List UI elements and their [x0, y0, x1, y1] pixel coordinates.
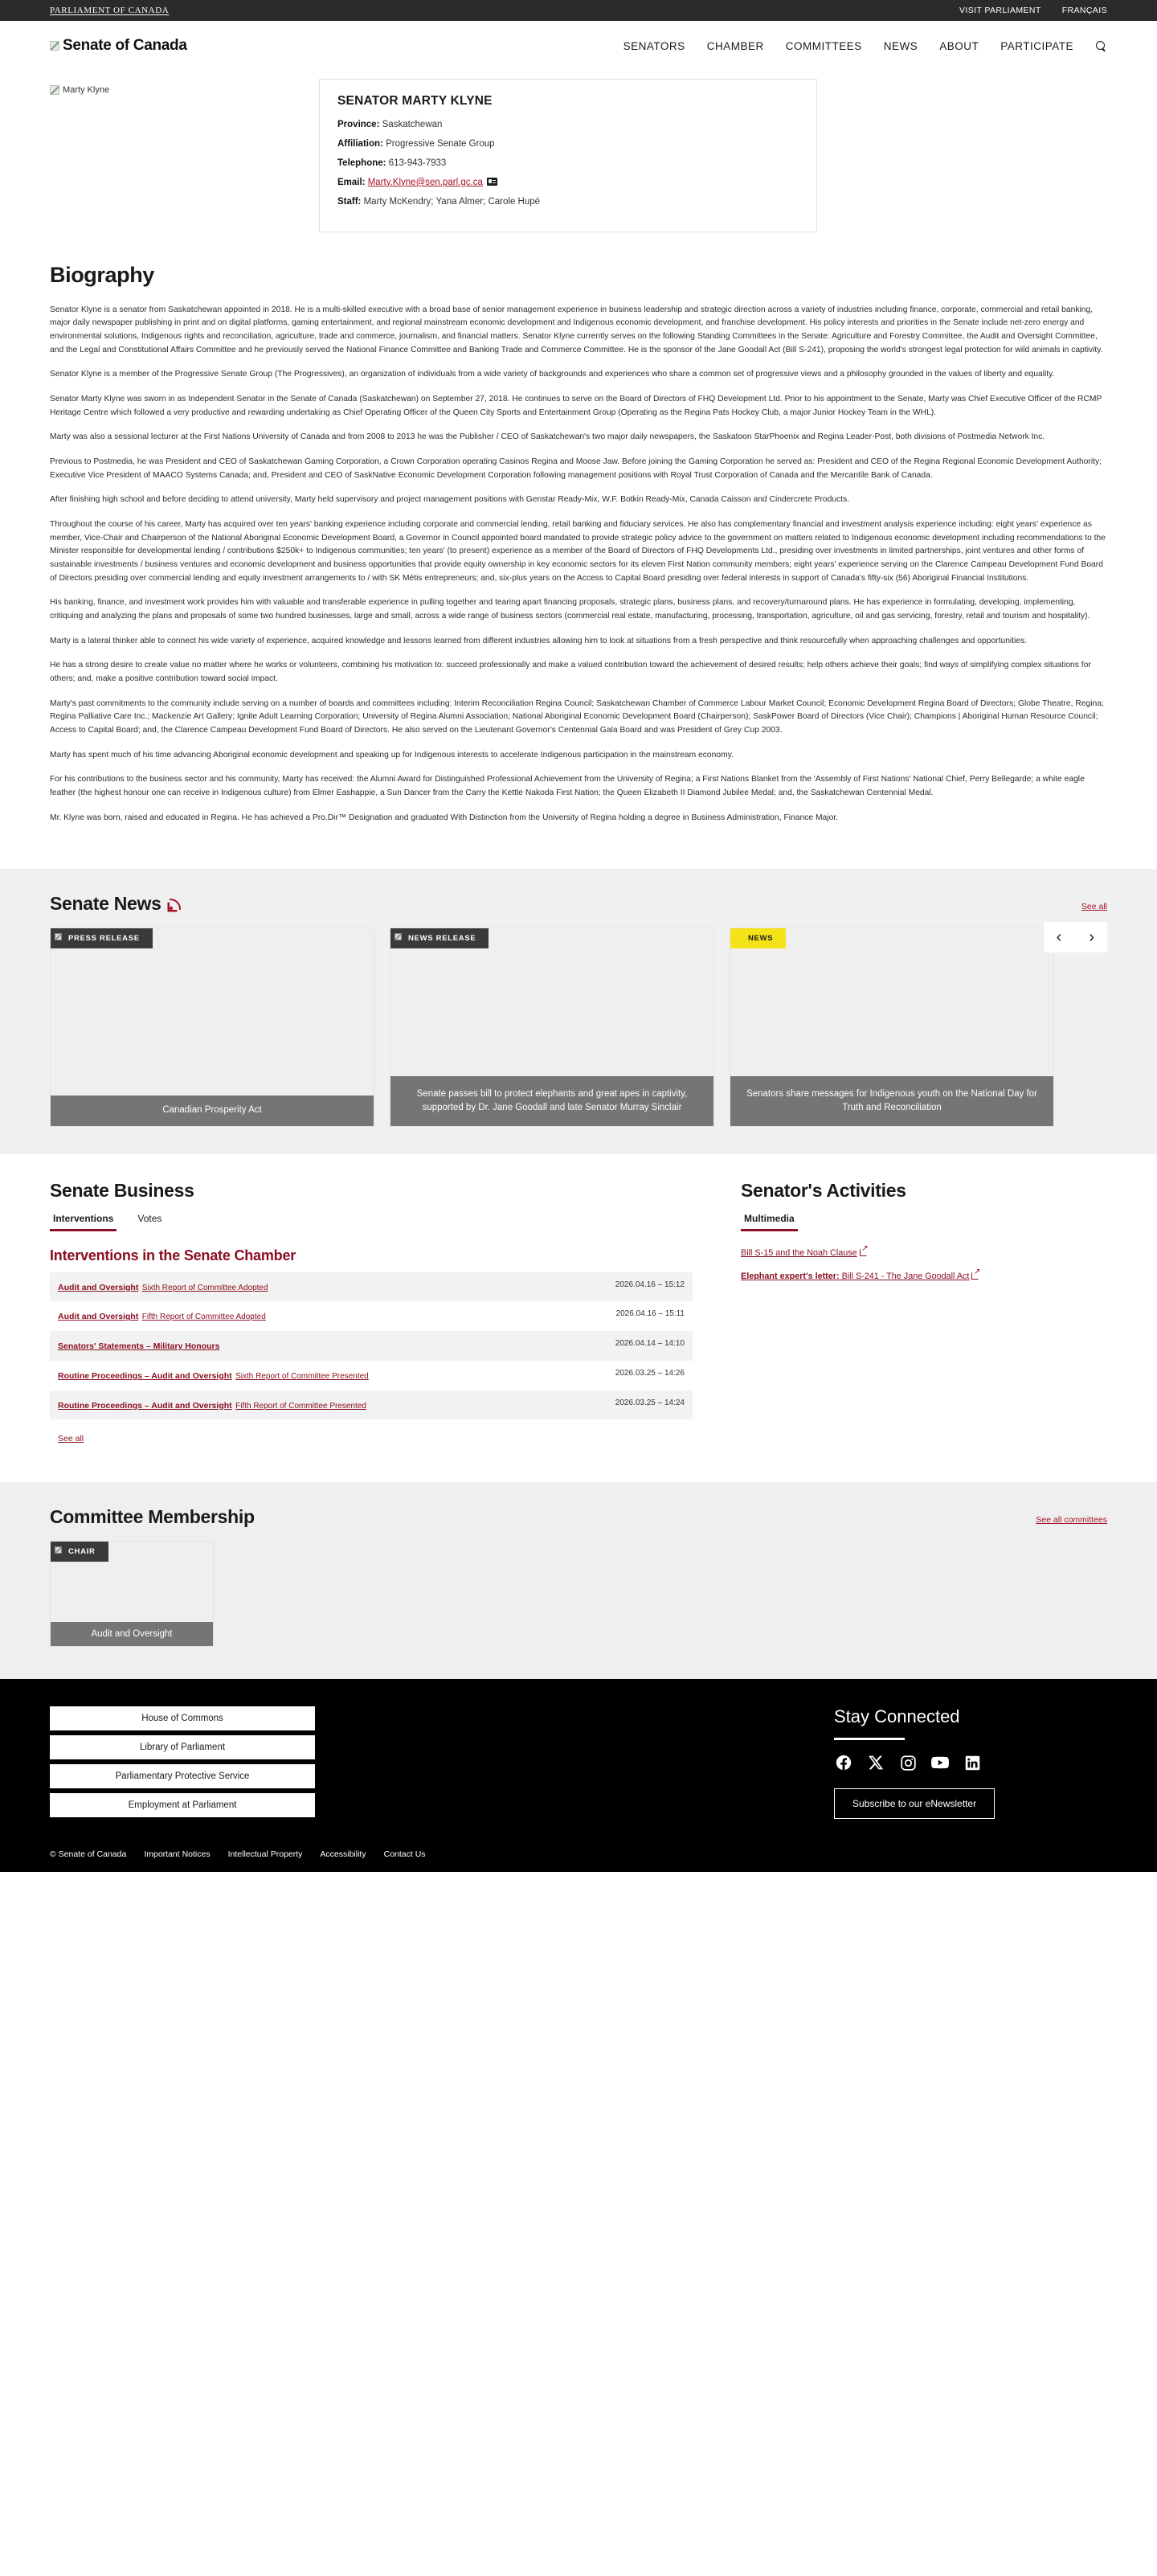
intervention-title[interactable]: Senators' Statements – Military Honours [58, 1341, 220, 1351]
broken-image-icon [50, 85, 59, 95]
province-label: Province: [337, 120, 380, 129]
senator-province-row [337, 119, 799, 131]
nav-senators[interactable]: SENATORS [623, 39, 685, 52]
footer-link-parliamentary-protective-service[interactable]: Parliamentary Protective Service [50, 1764, 315, 1788]
staff-value: Marty McKendry; Yana Almer; Carole Hupé [363, 196, 541, 207]
carousel-prev-button[interactable]: ‹ [1049, 929, 1070, 945]
intervention-row[interactable] [50, 1361, 693, 1390]
biography-paragraph: For his contributions to the business sector and his community, Marty has received: the Alumni Award for Distinguished Professional Achievement from the University of Regina; a First Nations Blanket from the 'Assembly of First Nations' National Chief, Perry Bellegarde; a white eagle feather (the highest honour one can receive in Indigenous culture) from Elmer Eashappie, a Sun Dancer from the Carry the Kettle Nakoda First Nation; the Queen Elizabeth II Diamond Jubilee Medal; and, the Saskatchewan Centennial Medal. [50, 775, 1085, 798]
news-caption: Senate passes bill to protect elephants and great apes in captivity, supported by Dr. Jane Goodall and late Senator Murray Sinclair [390, 1076, 713, 1126]
intervention-date: 2026.04.16 – 15:11 [615, 1309, 685, 1319]
news-badge-label: PRESS RELEASE [68, 933, 140, 943]
news-thumbnail [730, 928, 1053, 1076]
news-header [50, 893, 1107, 915]
news-card[interactable] [50, 928, 374, 1127]
external-link-icon [971, 1272, 979, 1280]
visit-parliament-link[interactable]: VISIT PARLIAMENT [959, 6, 1041, 15]
parliament-of-canada-link[interactable]: PARLIAMENT OF CANADA [50, 6, 170, 15]
broken-image-icon [395, 933, 402, 940]
footer-bottom-bar [0, 1843, 1157, 1872]
rss-icon[interactable] [169, 897, 182, 911]
news-title [50, 893, 182, 915]
news-thumbnail [51, 928, 374, 1096]
intervention-row[interactable] [50, 1331, 693, 1361]
facebook-icon[interactable] [834, 1753, 853, 1772]
external-link-icon [860, 1248, 868, 1256]
affiliation-label: Affiliation: [337, 138, 383, 149]
biography-paragraph: Marty is a lateral thinker able to connect his wide variety of experience, acquired knowledge and lessons learned from different industries allowing him to look at situations from a fresh perspective and think resourcefully when approaching challenges and opportunities. [50, 636, 1028, 645]
news-card-list [50, 928, 1107, 1127]
intervention-title[interactable]: Routine Proceedings – Audit and Oversight [58, 1400, 232, 1411]
biography-paragraph: Senator Marty Klyne was sworn in as Independent Senator in the Senate of Canada (Saskatchewan) on September 27, 2018. He continues to serve on the Board of Directors of FHQ Development Ltd. Prior to his appointment to the Senate, Marty was Chief Executive Officer of the RCMP Heritage Centre which followed a very productive and rewarding undertaking as Chief Operating Officer of the Queen City Sports and Entertainment Group (Operating as the Regina Pats Hockey Club, a major Junior Hockey Team in the WHL). [50, 395, 1102, 417]
affiliation-value: Progressive Senate Group [386, 138, 495, 149]
email-label: Email: [337, 177, 366, 187]
footer-link-house-of-commons[interactable]: House of Commons [50, 1706, 315, 1730]
intervention-row[interactable] [50, 1390, 693, 1420]
biography-paragraph: Senator Klyne is a member of the Progressive Senate Group (The Progressives), an organization of individuals from a wide variety of backgrounds and experiences who share a common set of progressive views and a philosophy grounded in the values of liberty and equality. [50, 370, 1055, 379]
youtube-icon[interactable] [930, 1753, 950, 1772]
x-twitter-icon[interactable] [866, 1753, 885, 1772]
multimedia-link-text: Bill S-15 and the Noah Clause [741, 1247, 857, 1258]
business-activities-section [0, 1154, 1157, 1483]
senator-email-row [337, 177, 799, 189]
news-caption: Canadian Prosperity Act [51, 1096, 374, 1126]
news-thumbnail [390, 928, 713, 1076]
senate-business-title: Senate Business [50, 1179, 194, 1201]
telephone-label: Telephone: [337, 158, 386, 168]
portrait-alt-text: Marty Klyne [63, 85, 110, 95]
committee-card[interactable] [50, 1541, 214, 1647]
subscribe-newsletter-button[interactable]: Subscribe to our eNewsletter [834, 1788, 995, 1819]
senator-name: SENATOR MARTY KLYNE [337, 94, 493, 108]
social-links [834, 1753, 1107, 1772]
see-all-committees-link[interactable]: See all committees [1036, 1515, 1107, 1526]
news-badge [390, 928, 489, 948]
nav-participate[interactable]: PARTICIPATE [1000, 39, 1073, 52]
biography-paragraph: Marty was also a sessional lecturer at the First Nations University of Canada and from 2008 to 2013 he was the Publisher / CEO of Saskatchewan's two major daily newspapers, the Saskatoon StarPhoenix and Regina Leader-Post, both divisions of Postmedia Network Inc. [50, 432, 1045, 442]
senator-activities-title: Senator's Activities [741, 1179, 906, 1201]
interventions-list [50, 1272, 693, 1420]
news-card[interactable] [730, 928, 1054, 1127]
committee-role-badge [51, 1542, 108, 1562]
tab-votes[interactable]: Votes [137, 1212, 162, 1224]
senator-staff-row [337, 196, 799, 208]
carousel-next-button[interactable]: › [1081, 929, 1102, 945]
biography-paragraph: After finishing high school and before deciding to attend university, Marty held supervisory and project management positions with Genstar Ready-Mix, W.F. Botkin Ready-Mix, Canada Caisson and Cindercrete Products. [50, 495, 850, 505]
biography-paragraph: Throughout the course of his career, Marty has acquired over ten years' banking experience including corporate and commercial lending, retail banking and fiduciary services. He also has complementary financial and investment analysis experience including: eight years' experience as member, Vice-Chair and Chairperson of the National Aboriginal Economic Development Board, a Governor in Council appointed board mandated to provide strategic policy advice to the government on matters related to Indigenous economic development including recommendations to the Minister responsible for developmental lending / contributions $250k+ to Indigenous communities; ten years' (to present) experience as a member of the Board of Directors of FHQ Developments Ltd., presiding over investments in limited partnerships, joint ventures and other forms of sustainable investments / business ventures and economic development and business opportunities that provide equity ownership in key economic sectors for its eleven First Nation community members; eight years' experience serving on the Clarence Campeau Development Fund Board of Directors presiding over commercial lending and equity investment arrangements to / with SK Métis entrepreneurs; and, six-plus years on the Access to Capital Board presiding over federal interests in support of Canada's fifty-six (56) Aboriginal Financial Institutions. [50, 520, 1106, 583]
broken-image-icon [55, 933, 62, 940]
nav-chamber[interactable]: CHAMBER [706, 39, 764, 52]
senator-hero [0, 71, 1157, 232]
utility-bar [0, 0, 1157, 21]
stay-connected-column [834, 1706, 1107, 1822]
intervention-date: 2026.03.25 – 14:26 [615, 1368, 685, 1378]
multimedia-link-text: Bill S-241 - The Jane Goodall Act [839, 1271, 970, 1281]
news-badge-label: NEWS RELEASE [408, 933, 476, 943]
interventions-subtitle: Interventions in the Senate Chamber [50, 1247, 296, 1263]
biography-paragraph: Marty has spent much of his time advancing Aboriginal economic development and speaking up for Indigenous interests to accelerate Indigenous participation in the mainstream economy. [50, 750, 734, 760]
committee-header [50, 1506, 1107, 1528]
francais-link[interactable]: FRANÇAIS [1061, 6, 1107, 15]
senate-business-column [50, 1180, 693, 1446]
nav-about[interactable]: ABOUT [939, 39, 979, 52]
province-value: Saskatchewan [382, 120, 443, 129]
intervention-date: 2026.03.25 – 14:24 [615, 1398, 685, 1407]
intervention-title[interactable]: Audit and Oversight [58, 1312, 139, 1322]
multimedia-link-prefix: Elephant expert's letter: [741, 1271, 840, 1281]
news-card[interactable] [390, 928, 714, 1127]
biography-title: Biography [50, 262, 154, 287]
senator-affiliation-row [337, 138, 799, 150]
intervention-row[interactable] [50, 1301, 693, 1331]
committee-card-list [50, 1541, 1107, 1647]
news-badge [51, 928, 153, 948]
intervention-subtitle[interactable]: Fifth Report of Committee Adopted [141, 1313, 266, 1322]
biography-paragraph: He has a strong desire to create value no matter where he works or volunteers, combining his motivation to: succeed professionally and make a valued contribution toward the achievement of desired results; help others achieve their goals; find ways of simplifying complex situations for others; and, make a positive contribution toward social impact. [50, 661, 1091, 684]
intervention-subtitle[interactable]: Fifth Report of Committee Presented [235, 1401, 366, 1411]
nav-news[interactable]: NEWS [883, 39, 918, 52]
senate-news-section [0, 869, 1157, 1154]
broken-image-icon [50, 41, 59, 51]
staff-label: Staff: [337, 196, 362, 207]
committee-membership-section [0, 1482, 1157, 1679]
intervention-title[interactable]: Routine Proceedings – Audit and Oversight [58, 1370, 232, 1381]
email-link[interactable]: Marty.Klyne@sen.parl.gc.ca [367, 177, 483, 187]
biography-paragraph: Senator Klyne is a senator from Saskatchewan appointed in 2018. He is a multi-skilled executive with a broad base of senior management experience in business leadership and strategic direction across a variety of industries including finance, corporate, commercial and retail banking, major daily newspaper publishing in print and on digital platforms, gaming entertainment, and regional mainstream economic development and Indigenous economic development, and franchise development. His policy interests and priorities in the Senate include net-zero energy and environmental solutions, Indigenous rights and reconciliation, agriculture, trade and commerce, journalism, and financial matters. Senator Klyne currently serves on the following Standing Committees in the Senate: Agriculture and Forestry Committee, the Audit and Oversight Committee, and the Legal and Constitutional Affairs Committee and he previously served the National Finance Committee and Banking Trade and Commerce Committee. He is the sponsor of the Jane Goodall Act (Bill S-241), proposing the world's strongest legal protection for wild animals in captivity. [50, 305, 1103, 354]
committee-role-label: CHAIR [68, 1547, 96, 1557]
intervention-subtitle[interactable]: Sixth Report of Committee Presented [235, 1371, 369, 1381]
copyright-text: © Senate of Canada [50, 1849, 127, 1860]
news-title-text: Senate News [50, 892, 161, 914]
business-tabs [50, 1213, 693, 1231]
committee-caption: Audit and Oversight [51, 1622, 213, 1646]
biography-paragraph: Previous to Postmedia, he was President and CEO of Saskatchewan Gaming Corporation, a Crown Corporation operating Casinos Regina and Moose Jaw. Before joining the Gaming Corporation he served as: President and CEO of the Regina Regional Economic Development Authority; Executive Vice President of MAACO Systems Canada; and, President and CEO of SaskNative Economic Development Corporation following management positions with Royal Trust Corporation of Canada and the Mercantile Bank of Canada. [50, 457, 1102, 480]
tab-interventions[interactable]: Interventions [50, 1213, 117, 1231]
primary-navigation [623, 40, 1107, 52]
news-carousel-nav [1044, 922, 1107, 952]
intervention-row[interactable] [50, 1272, 693, 1302]
senator-telephone-row [337, 158, 799, 170]
intervention-title[interactable]: Audit and Oversight [58, 1282, 139, 1292]
senator-info-card [319, 79, 817, 232]
footer-link-contact-us[interactable]: Contact Us [383, 1849, 426, 1860]
biography-paragraph: Marty's past commitments to the community include serving on a number of boards and committees including: Interim Reconciliation Regina Council; Saskatchewan Chamber of Commerce Labour Market Council; Economic Development Regina Board of Directors; Globe Theatre, Regina; Regina Palliative Care Inc.; Mackenzie Art Gallery; Ignite Adult Learning Corporation; University of Regina Alumni Association; National Aboriginal Economic Development Board (Chairperson); SaskPower Board of Directors (Vice Chair); Champions | Aboriginal Human Resource Council; Access to Capital Board; and, the Clarence Campeau Development Fund Board of Directors. He also served on the Lieutenant Governor's Centennial Gala Board and was President of Grey Cup 2003. [50, 698, 1104, 735]
senator-activities-column [741, 1180, 1107, 1446]
biography-section [0, 232, 1157, 869]
activities-tabs [741, 1213, 1107, 1231]
search-icon[interactable] [1095, 40, 1107, 52]
senate-logo[interactable] [50, 37, 187, 55]
site-footer [0, 1679, 1157, 1843]
biography-paragraph: Mr. Klyne was born, raised and educated in Regina. He has achieved a Pro.Dir™ Designation and graduated With Distinction from the University of Regina holding a degree in Business Administration, Finance Major. [50, 813, 839, 822]
intervention-date: 2026.04.16 – 15:12 [615, 1280, 685, 1289]
committee-title: Committee Membership [50, 1506, 255, 1528]
site-header [0, 21, 1157, 71]
interventions-see-all-link[interactable]: See all [58, 1434, 84, 1444]
telephone-value: 613-943-7933 [388, 158, 447, 168]
utility-links [959, 6, 1107, 15]
multimedia-link[interactable] [741, 1271, 1107, 1283]
footer-link-important-notices[interactable]: Important Notices [144, 1849, 211, 1860]
footer-links-column [50, 1706, 371, 1822]
broken-image-icon [55, 1546, 62, 1554]
footer-link-intellectual-property[interactable]: Intellectual Property [227, 1849, 303, 1860]
stay-connected-title: Stay Connected [834, 1706, 960, 1727]
footer-link-accessibility[interactable]: Accessibility [320, 1849, 366, 1860]
logo-text: Senate of Canada [63, 37, 187, 54]
news-see-all-link[interactable]: See all [1081, 901, 1107, 911]
nav-committees[interactable]: COMMITTEES [785, 39, 862, 52]
instagram-icon[interactable] [898, 1753, 918, 1772]
linkedin-icon[interactable] [963, 1753, 982, 1772]
committee-thumbnail [51, 1542, 213, 1622]
news-badge-label: NEWS [748, 933, 774, 943]
divider [834, 1738, 905, 1740]
news-caption: Senators share messages for Indigenous youth on the National Day for Truth and Reconciliation [730, 1076, 1053, 1126]
biography-paragraph: His banking, finance, and investment work provides him with valuable and transferable experience in pulling together and tearing apart financing proposals, strategic plans, business plans, and recovery/turnaround plans. He has experience in formulating, developing, implementing, critiquing and analyzing the plans and proposals of some two hundred businesses, large and small, across a wide range of business sectors (commercial real estate, manufacturing, processing, transportation, agriculture, oil and gas servicing, forestry, retail and tourism and hospitality). [50, 598, 1090, 621]
news-badge [730, 928, 786, 948]
tab-multimedia[interactable]: Multimedia [741, 1213, 798, 1231]
senator-portrait [50, 79, 259, 232]
vcard-icon[interactable] [487, 178, 497, 186]
multimedia-link[interactable] [741, 1247, 1107, 1259]
footer-link-employment-at-parliament[interactable]: Employment at Parliament [50, 1793, 315, 1817]
intervention-subtitle[interactable]: Sixth Report of Committee Adopted [141, 1283, 268, 1292]
footer-link-library-of-parliament[interactable]: Library of Parliament [50, 1735, 315, 1759]
intervention-date: 2026.04.14 – 14:10 [615, 1339, 685, 1348]
